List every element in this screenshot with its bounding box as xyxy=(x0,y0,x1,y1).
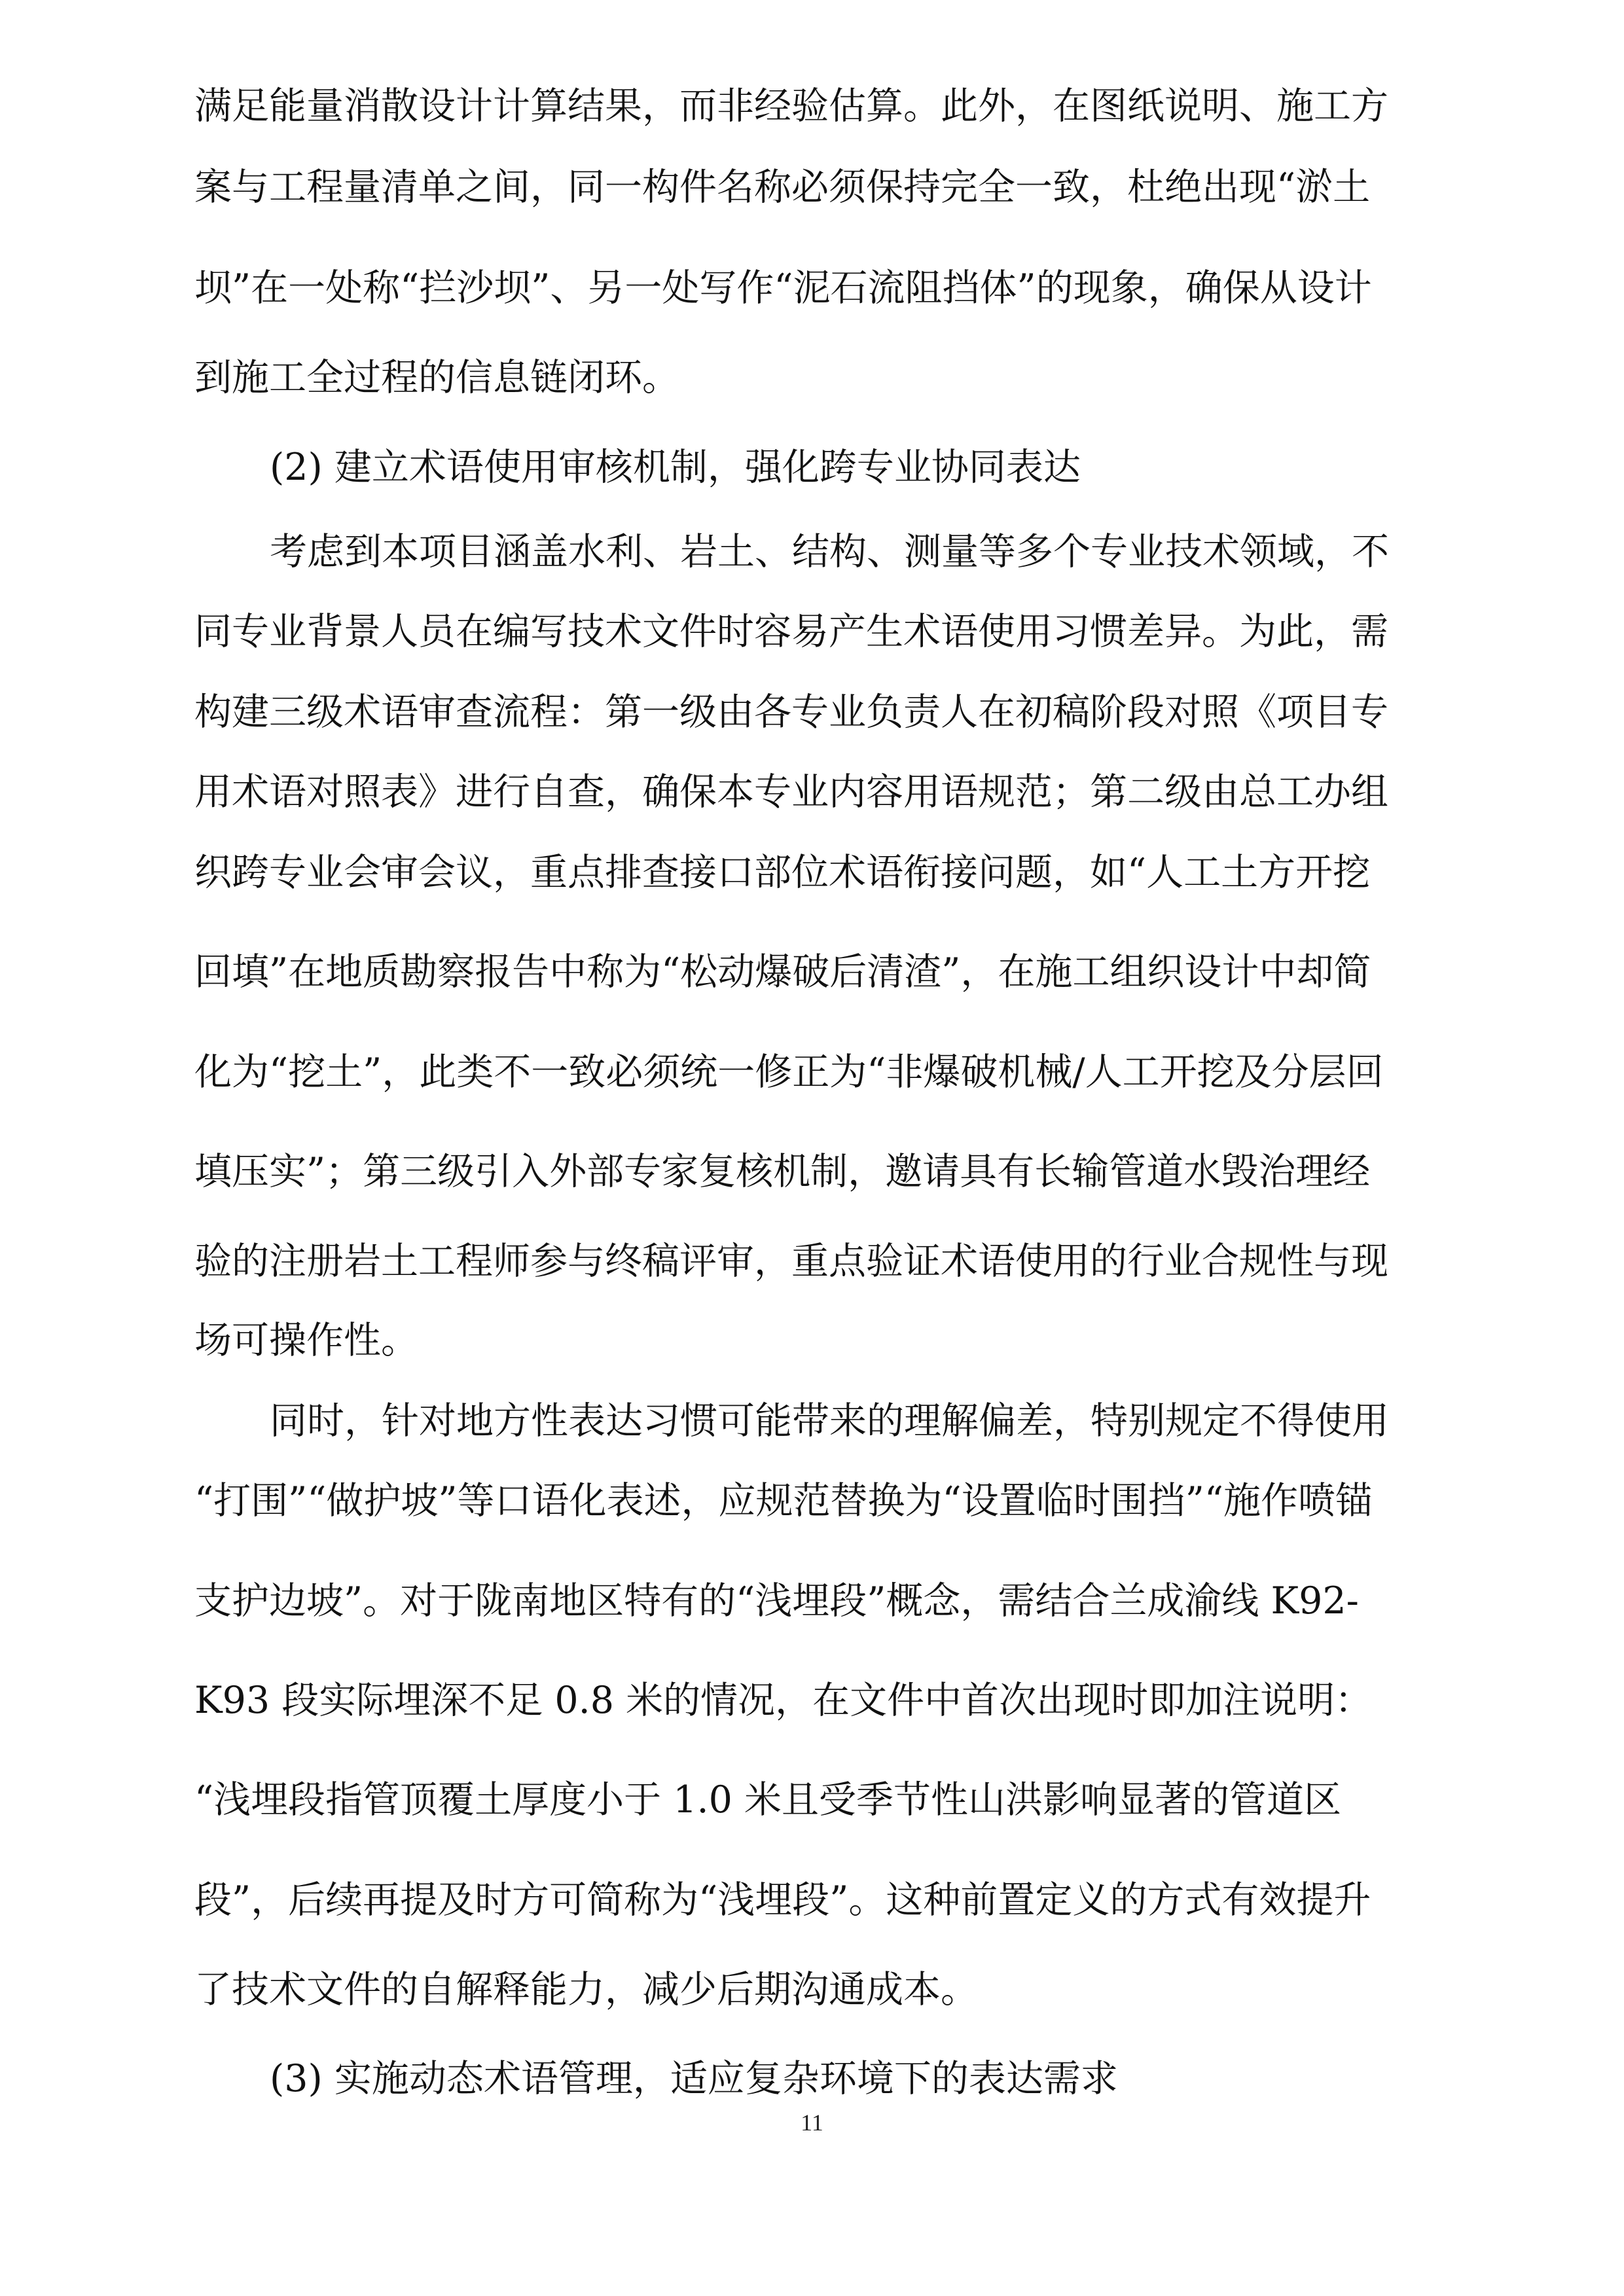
body-text-line: 回填”在地质勘察报告中称为“松动爆破后清渣”，在施工组织设计中却简 xyxy=(194,950,1371,994)
section-heading-3: (3) 实施动态术语管理，适应复杂环境下的表达需求 xyxy=(270,2057,1118,2100)
body-text-line: 验的注册岩土工程师参与终稿评审，重点验证术语使用的行业合规性与现 xyxy=(194,1240,1388,1283)
body-text-line: “浅埋段指管顶覆土厚度小于 1.0 米且受季节性山洪影响显著的管道区 xyxy=(194,1778,1342,1821)
body-text-line: 满足能量消散设计计算结果，而非经验估算。此外，在图纸说明、施工方 xyxy=(194,84,1388,128)
body-text-line: 化为“挖土”，此类不一致必须统一修正为“非爆破机械/人工开挖及分层回 xyxy=(194,1050,1384,1094)
body-text-line: 段”，后续再提及时方可简称为“浅埋段”。这种前置定义的方式有效提升 xyxy=(194,1878,1371,1922)
body-text-line: 考虑到本项目涵盖水利、岩土、结构、测量等多个专业技术领域，不 xyxy=(270,530,1389,573)
body-text-line: 场可操作性。 xyxy=(194,1319,418,1362)
body-text-line: 到施工全过程的信息链闭环。 xyxy=(194,356,679,399)
body-text-line: 织跨专业会审会议，重点排查接口部位术语衔接问题，如“人工土方开挖 xyxy=(194,851,1371,894)
section-heading-2: (2) 建立术语使用审核机制，强化跨专业协同表达 xyxy=(270,446,1081,489)
body-text-line: 了技术文件的自解释能力，减少后期沟通成本。 xyxy=(194,1968,978,2011)
body-text-line: 填压实”；第三级引入外部专家复核机制，邀请具有长输管道水毁治理经 xyxy=(194,1150,1371,1193)
body-text-line: “打围”“做护坡”等口语化表述，应规范替换为“设置临时围挡”“施作喷锚 xyxy=(194,1479,1373,1522)
body-text-line: 案与工程量清单之间，同一构件名称必须保持完全一致，杜绝出现“淤土 xyxy=(194,166,1371,209)
page-number: 11 xyxy=(801,2109,823,2136)
body-text-line: 用术语对照表》进行自查，确保本专业内容用语规范；第二级由总工办组 xyxy=(194,770,1388,814)
body-text-line: 同时，针对地方性表达习惯可能带来的理解偏差，特别规定不得使用 xyxy=(270,1399,1389,1443)
body-text-line: 同专业背景人员在编写技术文件时容易产生术语使用习惯差异。为此，需 xyxy=(194,610,1388,653)
body-text-line: 支护边坡”。对于陇南地区特有的“浅埋段”概念，需结合兰成渝线 K92- xyxy=(194,1579,1359,1623)
body-text-line: K93 段实际埋深不足 0.8 米的情况，在文件中首次出现时即加注说明： xyxy=(194,1679,1373,1722)
body-text-line: 坝”在一处称“拦沙坝”、另一处写作“泥石流阻挡体”的现象，确保从设计 xyxy=(194,266,1372,310)
body-text-line: 构建三级术语审查流程：第一级由各专业负责人在初稿阶段对照《项目专 xyxy=(194,691,1388,734)
